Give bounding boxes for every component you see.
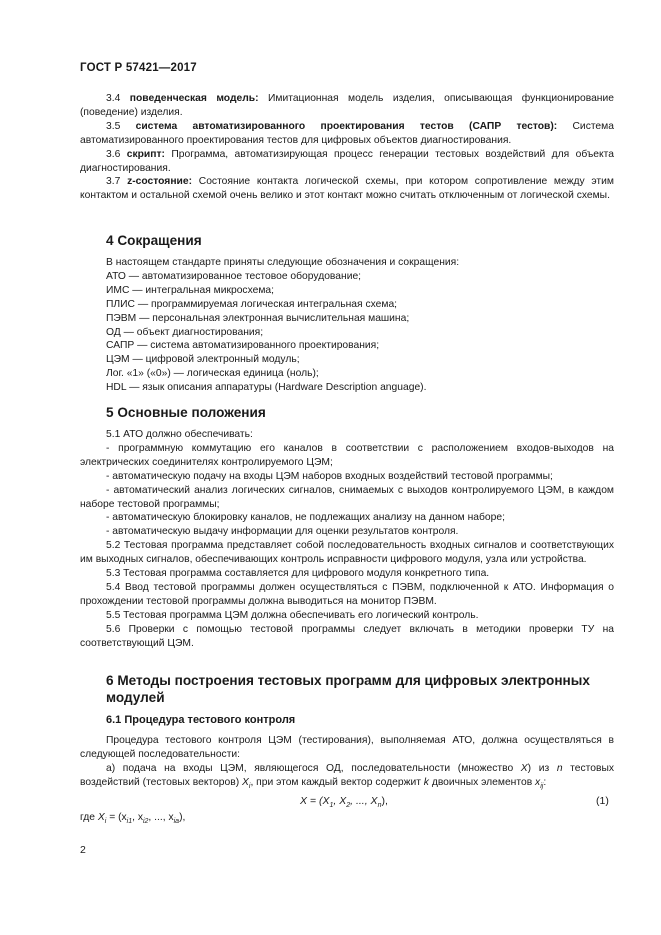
definition-3-7: 3.7 z-состояние: Состояние контакта логической схемы, при котором сопротивление между этим контактом и остальной схемой очень велико и этот контакт можно считать отключенным от логической схемы.	[80, 176, 614, 202]
document-header: ГОСТ Р 57421—2017	[80, 62, 197, 74]
abbreviation-item: САПР — система автоматизированного проектирования;	[106, 340, 380, 352]
abbreviation-item: АТО — автоматизированное тестовое оборудование;	[106, 270, 362, 282]
clause-5-6: 5.6 Проверки с помощью тестовой программы следует включать в методики проверки ТУ на соответствующий ЦЭМ.	[80, 623, 614, 649]
clause-5-4: 5.4 Ввод тестовой программы должен осуществляться с ПЭВМ, подключенной к АТО. Информация о прохождении тестовой программы должна выводиться на монитор ПЭВМ.	[80, 581, 614, 607]
definition-3-4: 3.4 поведенческая модель: Имитационная модель изделия, описывающая функционирование (поведение) изделия.	[80, 93, 614, 118]
bullet-item: - программную коммутацию его каналов в соответствии с расположением входов-выходов на электрических соединителях контролируемого ЦЭМ;	[80, 442, 614, 468]
abbreviation-item: ЦЭМ — цифровой электронный модуль;	[106, 354, 300, 366]
procedure-intro: Процедура тестового контроля ЦЭМ (тестирования), выполняемая АТО, должна осуществляться в следующей последовательности:	[80, 735, 614, 760]
formula-where-line: где $X_i = (x_{i1}$, $x_{i2}$, ..., $x_{ia}$),	[80, 812, 186, 826]
definitions-block	[80, 92, 614, 203]
bullet-item: - автоматический анализ логических сигналов, снимаемых с выходов контролируемого ЦЭМ, в каждом наборе тестовой программы;	[80, 484, 614, 510]
abbreviation-item: ОД — объект диагностирования;	[106, 326, 264, 338]
section-5-heading: 5 Основные положения	[106, 405, 266, 420]
bullet-item: - автоматическую подачу на входы ЦЭМ наборов входных воздействий тестовой программы;	[106, 470, 553, 482]
subsection-6-1-heading: 6.1 Процедура тестового контроля	[106, 714, 296, 726]
definition-3-6: 3.6 скрипт: Программа, автоматизирующая процесс генерации тестовых воздействий для объекта диагностирования.	[80, 148, 614, 174]
clause-5-5: 5.5 Тестовая программа ЦЭМ должна обеспечивать его логический контроль.	[106, 609, 479, 621]
abbreviation-item: HDL — язык описания аппаратуры (Hardware Description anguage).	[106, 382, 427, 394]
abbreviations-intro: В настоящем стандарте приняты следующие обозначения и сокращения:	[106, 257, 460, 268]
bullet-item: - автоматическую блокировку каналов, не подлежащих анализу на данном наборе;	[106, 512, 505, 524]
clause-5-1: 5.1 АТО должно обеспечивать:	[106, 429, 253, 440]
abbreviation-item: Лог. «1» («0») — логическая единица (ноль);	[106, 368, 319, 380]
section-5-body	[80, 428, 614, 651]
procedure-step-a: а) подача на входы ЦЭМ, являющегося ОД, последовательности (множество X) из n тестовых воздействий (тестовых векторов) $X_i$, при этом каждый вектор содержит k двоичных элементов $x_{ij}$:	[80, 762, 615, 790]
section-6-heading: 6 Методы построения тестовых программ для цифровых электронных модулей	[106, 673, 590, 705]
section-4-heading: 4 Сокращения	[106, 233, 202, 248]
formula-1: $X = (X_1$, $X_2$, ..., $X_n$),	[300, 795, 388, 810]
formula-number: (1)	[596, 795, 609, 807]
section-6-body	[80, 734, 614, 794]
abbreviation-item: ПЭВМ — персональная электронная вычислительная машина;	[106, 312, 410, 324]
clause-5-2: 5.2 Тестовая программа представляет собой последовательность входных сигналов и соответствующих им выходных сигналов, обеспечивающих контроль исправности цифрового модуля, узла или устройства.	[80, 540, 614, 566]
clause-5-3: 5.3 Тестовая программа составляется для цифрового модуля конкретного типа.	[106, 568, 490, 580]
bullet-item: - автоматическую выдачу информации для оценки результатов контроля.	[106, 526, 459, 538]
abbreviation-item: ПЛИС — программируемая логическая интегральная схема;	[106, 298, 398, 310]
abbreviations-list	[80, 256, 614, 395]
page-number: 2	[80, 844, 86, 856]
definition-3-5: 3.5 система автоматизированного проектирования тестов (САПР тестов): Система автоматизированного проектирования тестов для цифровых объектов диагностирования.	[80, 120, 614, 146]
abbreviation-item: ИМС — интегральная микросхема;	[106, 284, 274, 296]
